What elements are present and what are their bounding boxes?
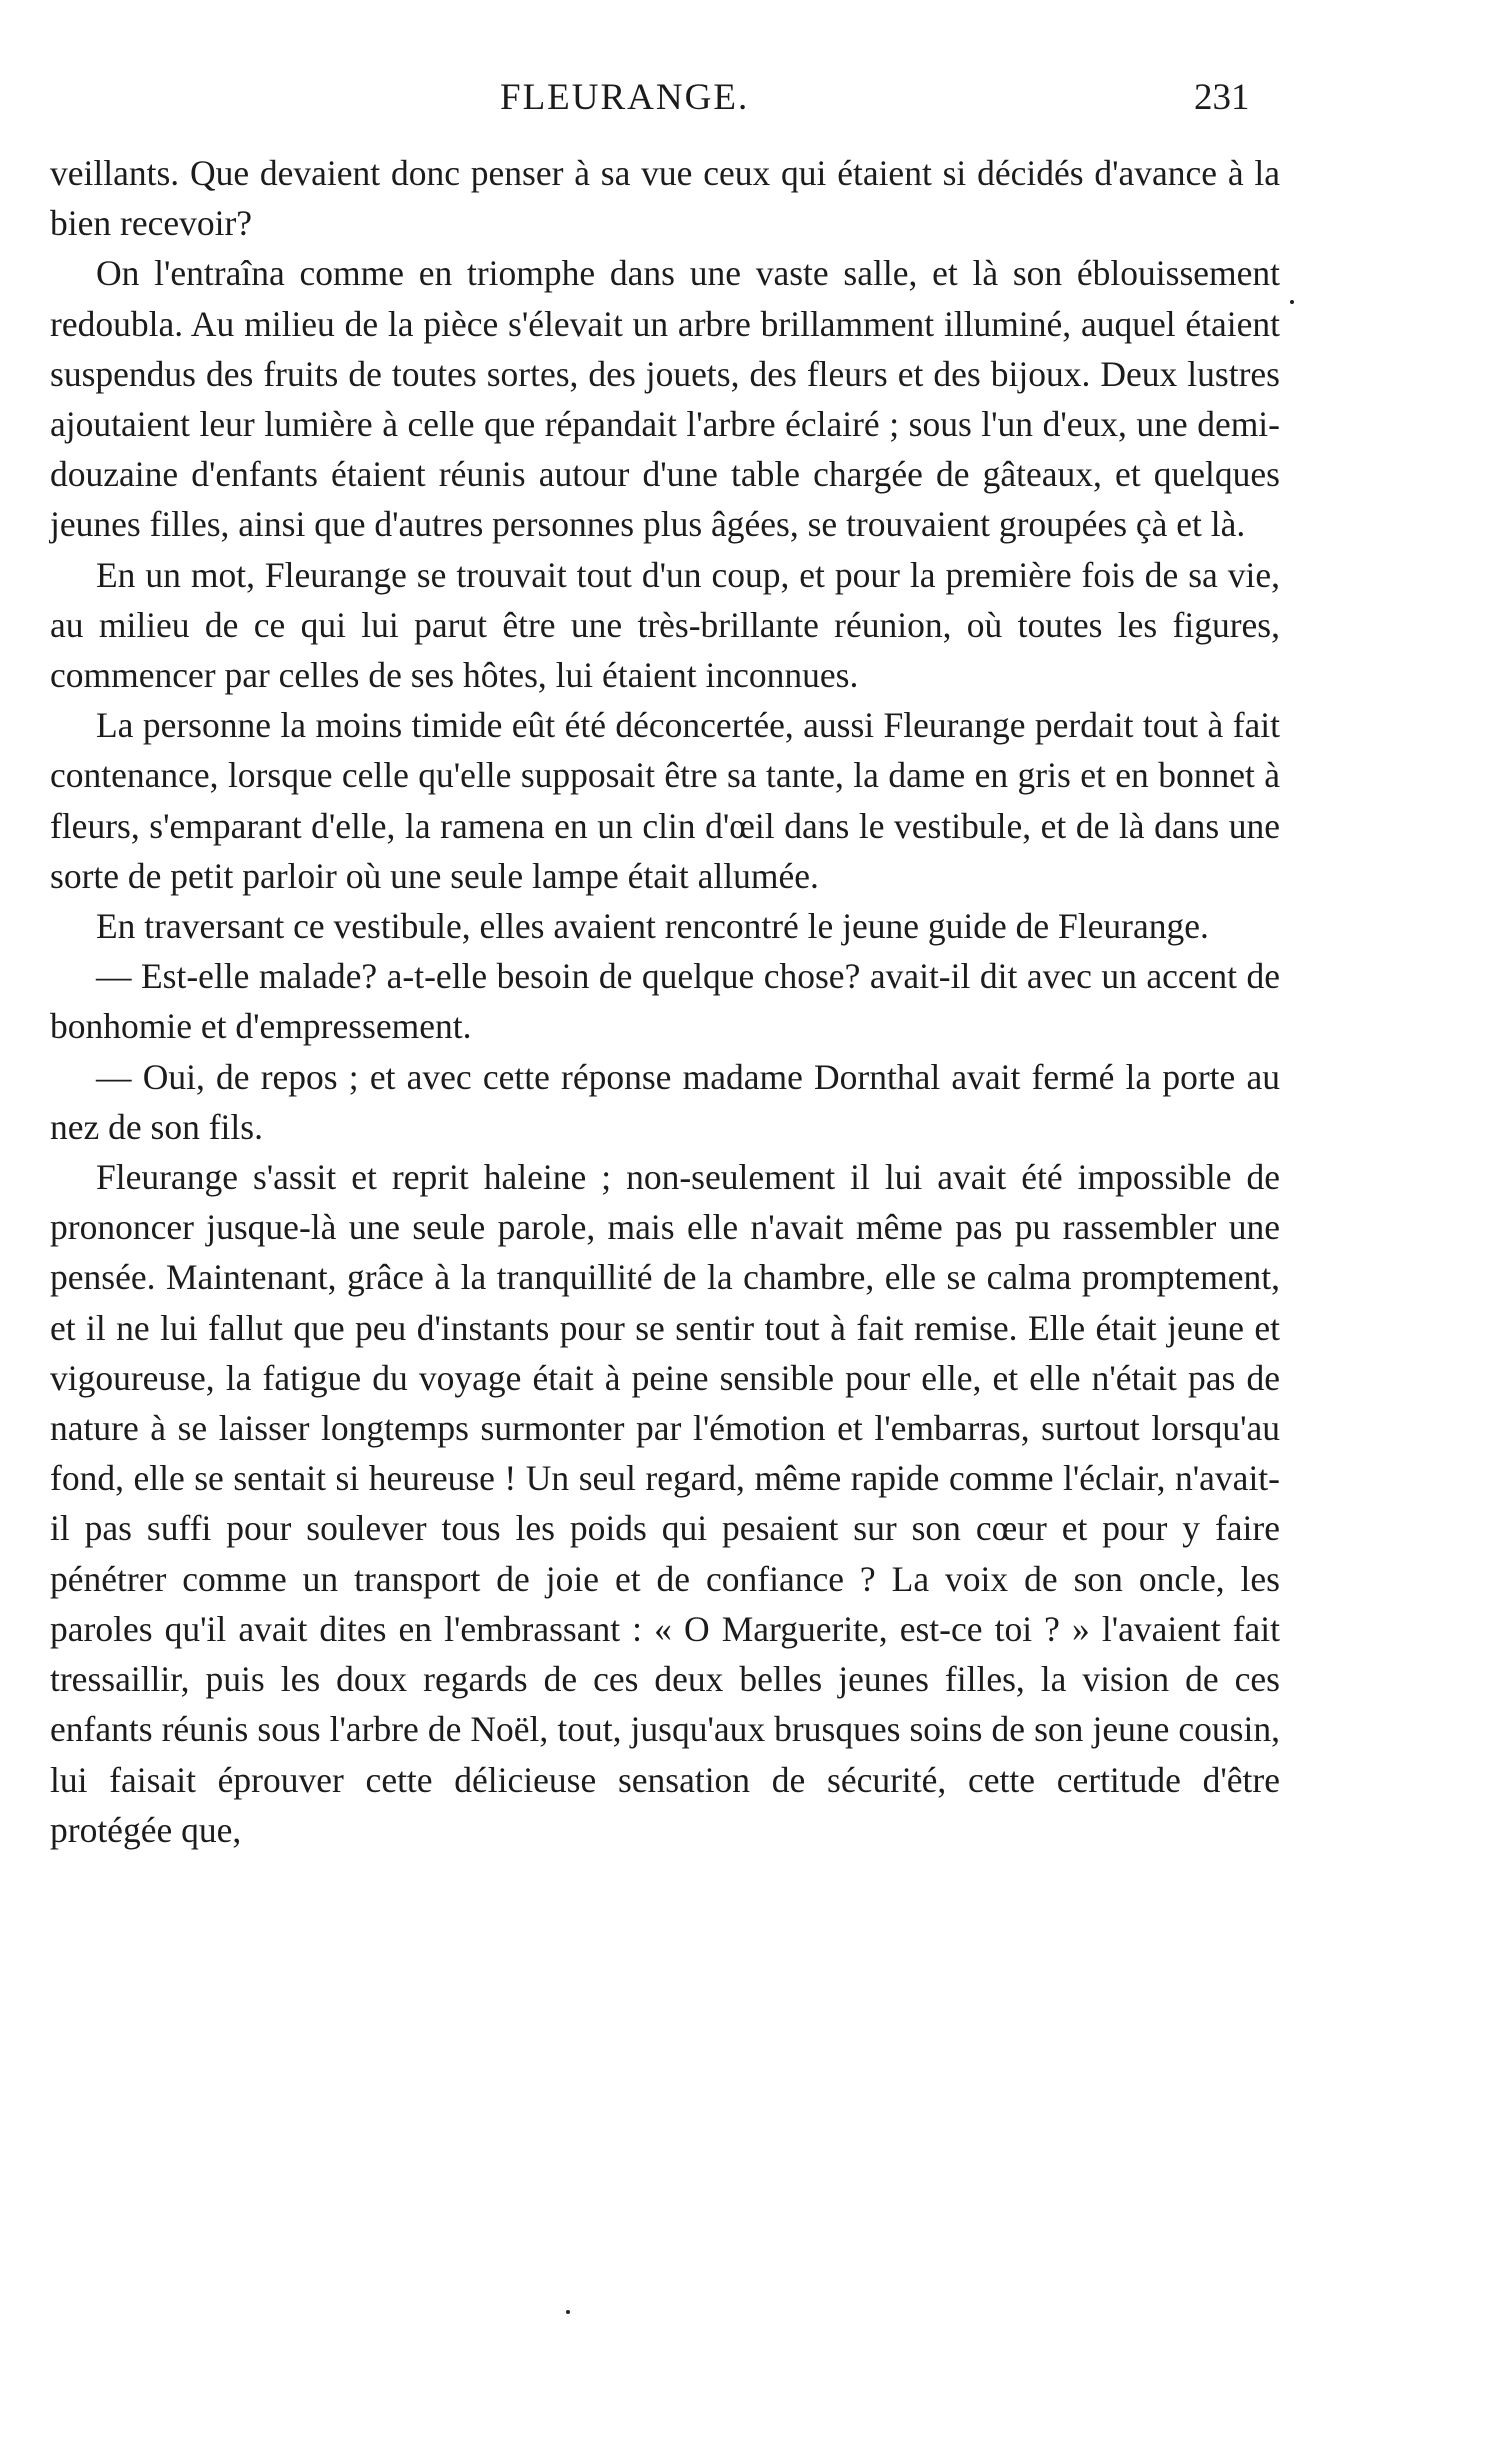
paragraph: La personne la moins timide eût été déconcertée, aussi Fleurange perdait tout à fait contenance, lorsque celle qu'elle supposait être sa tante, la dame en gris et en bonnet à fleurs, s'emparant d'elle, la ramena en un clin d'œil dans le vestibule, et de là dans une sorte de petit parloir où une seule lampe était allumée. xyxy=(50,705,1280,896)
body-text xyxy=(50,148,1280,1855)
print-speck xyxy=(1290,300,1294,304)
paragraph: — Oui, de repos ; et avec cette réponse madame Dornthal avait fermé la porte au nez de son fils. xyxy=(50,1056,1280,1147)
running-title: FLEURANGE. xyxy=(500,77,750,118)
paragraph: En un mot, Fleurange se trouvait tout d'un coup, et pour la première fois de sa vie, au milieu de ce qui lui parut être une très-brillante réunion, où toutes les figures, commencer par celles de ses hôtes, lui étaient inconnues. xyxy=(50,554,1280,696)
print-speck xyxy=(566,2310,570,2314)
paragraph: On l'entraîna comme en triomphe dans une vaste salle, et là son éblouissement redoubla. Au milieu de la pièce s'élevait un arbre brillamment illuminé, auquel étaient suspendus des fruits de toutes sortes, des jouets, des fleurs et des bijoux. Deux lustres ajoutaient leur lumière à celle que répandait l'arbre éclairé ; sous l'un d'eux, une demi-douzaine d'enfants étaient réunis autour d'une table chargée de gâteaux, et quelques jeunes filles, ainsi que d'autres personnes plus âgées, se trouvaient groupées çà et là. xyxy=(50,253,1280,545)
running-head xyxy=(0,76,1488,126)
paragraph: veillants. Que devaient donc penser à sa vue ceux qui étaient si décidés d'avance à la bien recevoir? xyxy=(50,153,1280,244)
page-number: 231 xyxy=(1194,77,1250,118)
paragraph: — Est-elle malade? a-t-elle besoin de quelque chose? avait-il dit avec un accent de bonhomie et d'empressement. xyxy=(50,956,1280,1047)
paragraph: En traversant ce vestibule, elles avaient rencontré le jeune guide de Fleurange. xyxy=(96,906,1209,947)
paragraph: Fleurange s'assit et reprit haleine ; non-seulement il lui avait été impossible de prononcer jusque-là une seule parole, mais elle n'avait même pas pu rassembler une pensée. Maintenant, grâce à la tranquillité de la chambre, elle se calma promptement, et il ne lui fallut que peu d'instants pour se sentir tout à fait remise. Elle était jeune et vigoureuse, la fatigue du voyage était à peine sensible pour elle, et elle n'était pas de nature à se laisser longtemps surmonter par l'émotion et l'embarras, surtout lorsqu'au fond, elle se sentait si heureuse ! Un seul regard, même rapide comme l'éclair, n'avait-il pas suffi pour soulever tous les poids qui pesaient sur son cœur et pour y faire pénétrer comme un transport de joie et de confiance ? La voix de son oncle, les paroles qu'il avait dites en l'embrassant : « O Marguerite, est-ce toi ? » l'avaient fait tressaillir, puis les doux regards de ces deux belles jeunes filles, la vision de ces enfants réunis sous l'arbre de Noël, tout, jusqu'aux brusques soins de son jeune cousin, lui faisait éprouver cette délicieuse sensation de sécurité, cette certitude d'être protégée que, xyxy=(50,1157,1280,1850)
